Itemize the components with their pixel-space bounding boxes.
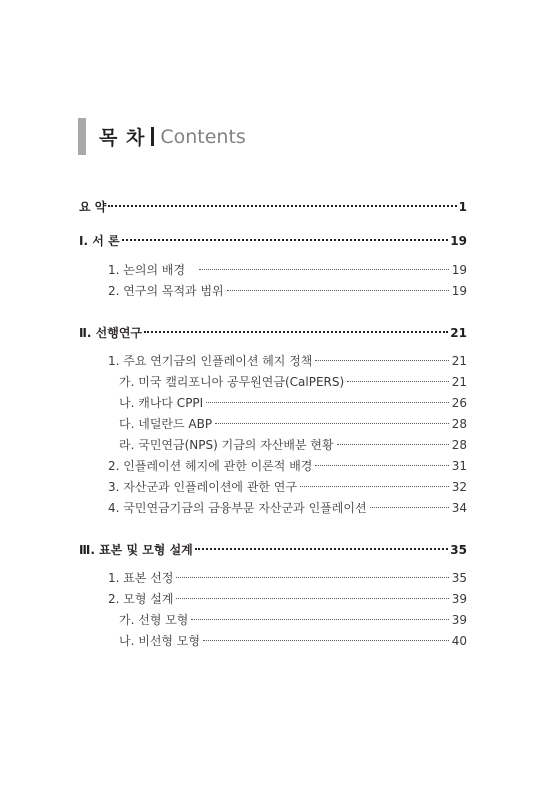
toc-entry-label: 1. 표본 선정 (108, 571, 174, 585)
dot-leader (176, 577, 448, 578)
toc-entry-page: 21 (450, 326, 467, 340)
dot-leader (191, 619, 448, 620)
dot-leader (199, 269, 449, 270)
toc-entry-page: 35 (450, 543, 467, 557)
toc-entry-page: 1 (458, 200, 467, 214)
heading-korean: 목 차 (99, 127, 146, 149)
toc-entry-page: 19 (450, 234, 467, 248)
heading-english: Contents (160, 125, 246, 148)
toc-entry-page: 39 (451, 592, 467, 606)
toc-entry-label: Ⅰ. 서 론 (79, 234, 120, 248)
toc-entry-label: 가. 미국 캘리포니아 공무원연금(CalPERS) (119, 375, 345, 389)
toc-entry-section[interactable] (108, 570, 467, 586)
toc-entry-section[interactable] (108, 262, 467, 278)
toc-entry-page: 19 (451, 263, 467, 277)
dot-leader (206, 402, 449, 403)
toc-entry-page: 35 (451, 571, 467, 585)
dot-leader (315, 360, 448, 361)
dot-leader (315, 465, 448, 466)
toc-entry-section[interactable] (108, 479, 467, 495)
toc-entry-chapter-3[interactable] (79, 542, 467, 558)
dot-leader (203, 640, 449, 641)
toc-entry-label: 2. 연구의 목적과 범위 (108, 284, 224, 298)
toc-entry-label: Ⅲ. 표본 및 모형 설계 (79, 543, 193, 557)
toc-entry-summary[interactable] (79, 199, 467, 215)
toc-entry-page: 26 (451, 396, 467, 410)
dot-leader (300, 486, 449, 487)
toc-entry-label: 라. 국민연금(NPS) 기금의 자산배분 현황 (119, 438, 334, 452)
toc-entry-section[interactable] (108, 458, 467, 474)
toc-entry-section[interactable] (108, 591, 467, 607)
dot-leader (176, 598, 448, 599)
toc-entry-label: 1. 주요 연기금의 인플레이션 헤지 정책 (108, 354, 313, 368)
toc-entry-page: 34 (451, 501, 467, 515)
toc-entry-section[interactable] (108, 353, 467, 369)
toc-entry-label: 2. 인플레이션 헤지에 관한 이론적 배경 (108, 459, 313, 473)
toc-entry-subsection[interactable] (119, 416, 467, 432)
dot-leader (337, 444, 449, 445)
toc-entry-label: 가. 선형 모형 (119, 613, 189, 627)
dot-leader (347, 381, 449, 382)
toc-entry-section[interactable] (108, 500, 467, 516)
dot-leader (144, 331, 448, 333)
dot-leader (195, 548, 449, 550)
toc-entry-page: 40 (451, 634, 467, 648)
dot-leader (227, 290, 449, 291)
toc-entry-subsection[interactable] (119, 612, 467, 628)
toc-entry-page: 31 (451, 459, 467, 473)
toc-entry-chapter-1[interactable] (79, 233, 467, 249)
toc-entry-subsection[interactable] (119, 374, 467, 390)
toc-entry-label: 나. 비선형 모형 (119, 634, 200, 648)
dot-leader (108, 205, 456, 207)
toc-entry-section[interactable] (108, 283, 467, 299)
toc-entry-label: 1. 논의의 배경 (108, 263, 186, 277)
toc-entry-page: 28 (451, 417, 467, 431)
dot-leader (122, 239, 449, 241)
dot-leader (370, 507, 449, 508)
toc-entry-label: 다. 네덜란드 ABP (119, 417, 213, 431)
toc-entry-page: 19 (451, 284, 467, 298)
toc-entry-label: Ⅱ. 선행연구 (79, 326, 143, 340)
toc-entry-label: 나. 캐나다 CPPI (119, 396, 204, 410)
toc-entry-page: 28 (451, 438, 467, 452)
toc-entry-page: 39 (451, 613, 467, 627)
toc-entry-subsection[interactable] (119, 437, 467, 453)
toc-entry-label: 4. 국민연금기금의 금융부문 자산군과 인플레이션 (108, 501, 367, 515)
toc-entry-page: 32 (451, 480, 467, 494)
toc-entry-page: 21 (451, 375, 467, 389)
toc-entry-label: 요 약 (79, 200, 107, 214)
toc-entry-chapter-2[interactable] (79, 325, 467, 341)
dot-leader (215, 423, 449, 424)
toc-entry-subsection[interactable] (119, 395, 467, 411)
toc-entry-subsection[interactable] (119, 633, 467, 649)
toc-entry-label: 2. 모형 설계 (108, 592, 174, 606)
toc-entry-label: 3. 자산군과 인플레이션에 관한 연구 (108, 480, 297, 494)
toc-entry-page: 21 (451, 354, 467, 368)
